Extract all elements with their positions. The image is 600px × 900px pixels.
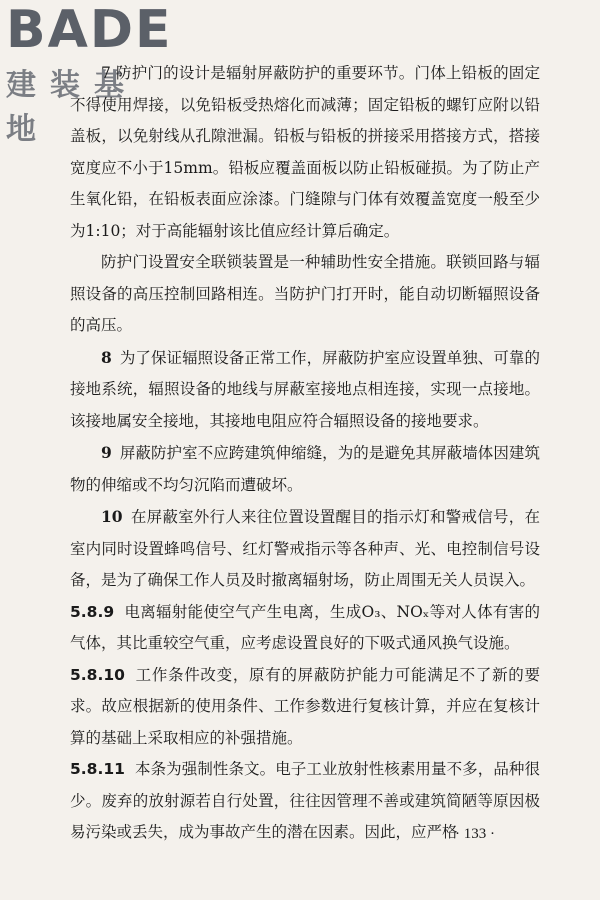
section-number: 5.8.9 (70, 602, 115, 621)
section-text: 电离辐射能使空气产生电离，生成O₃、NOₓ等对人体有害的气体，其比重较空气重，应考虑设置良好的下吸式通风换气设施。 (70, 602, 540, 652)
clause-text: 在屏蔽室外行人来往位置设置醒目的指示灯和警戒信号，在室内同时设置蜂鸣信号、红灯警戒指示等各种声、光、电控制信号设备，是为了确保工作人员及时撤离辐射场，防止周围无关人员误入。 (70, 508, 540, 589)
section-5-8-9 (70, 597, 540, 660)
page-number: · 133 · (455, 826, 495, 842)
logo-subtitle: 建装基地 (6, 68, 138, 147)
clause-text: 为了保证辐照设备正常工作，屏蔽防护室应设置单独、可靠的接地系统，辐照设备的地线与屏蔽室接地点相连接，实现一点接地。该接地属安全接地，其接地电阻应符合辐照设备的接地要求。 (70, 348, 540, 430)
clause-8 (70, 342, 540, 438)
paragraph-interlock: 防护门设置安全联锁装置是一种辅助性安全措施。联锁回路与辐照设备的高压控制回路相连。当防护门打开时，能自动切断辐照设备的高压。 (70, 253, 540, 334)
paragraph-7: 7 防护门的设计是辐射屏蔽防护的重要环节。门体上铅板的固定不得使用焊接，以免铅板受热熔化而减薄；固定铅板的螺钉应附以铅盖板，以免射线从孔隙泄漏。铅板与铅板的拼接采用搭接方式，搭接宽度应不小于15mm。铅板应覆盖面板以防止铅板碰损。为了防止产生氧化铅，在铅板表面应涂漆。门缝隙与门体有效覆盖宽度一般至少为1:10；对于高能辐射该比值应经计算后确定。 (70, 64, 540, 240)
clause-number: 10 (101, 507, 123, 526)
document-body (70, 58, 540, 849)
logo-text (6, 0, 176, 60)
section-text: 本条为强制性条文。电子工业放射性核素用量不多，品种很少。废弃的放射源若自行处置，往往因管理不善或建筑简陋等原因极易污染或丢失，成为事故产生的潜在因素。因此，应严格 (70, 760, 540, 841)
section-number: 5.8.10 (70, 665, 125, 684)
section-number: 5.8.11 (70, 760, 125, 778)
logo-letters: BADE (6, 0, 173, 60)
clause-10 (70, 501, 540, 597)
clause-number: 9 (101, 443, 112, 462)
clause-9 (70, 437, 540, 501)
section-5-8-10 (70, 660, 540, 755)
clause-number: 8 (101, 347, 112, 367)
clause-text: 屏蔽防护室不应跨建筑伸缩缝，为的是避免其屏蔽墙体因建筑物的伸缩或不均匀沉陷而遭破坏。 (70, 444, 540, 494)
section-text: 工作条件改变，原有的屏蔽防护能力可能满足不了新的要求。故应根据新的使用条件、工作参数进行复核计算，并应在复核计算的基础上采取相应的补强措施。 (70, 665, 540, 747)
